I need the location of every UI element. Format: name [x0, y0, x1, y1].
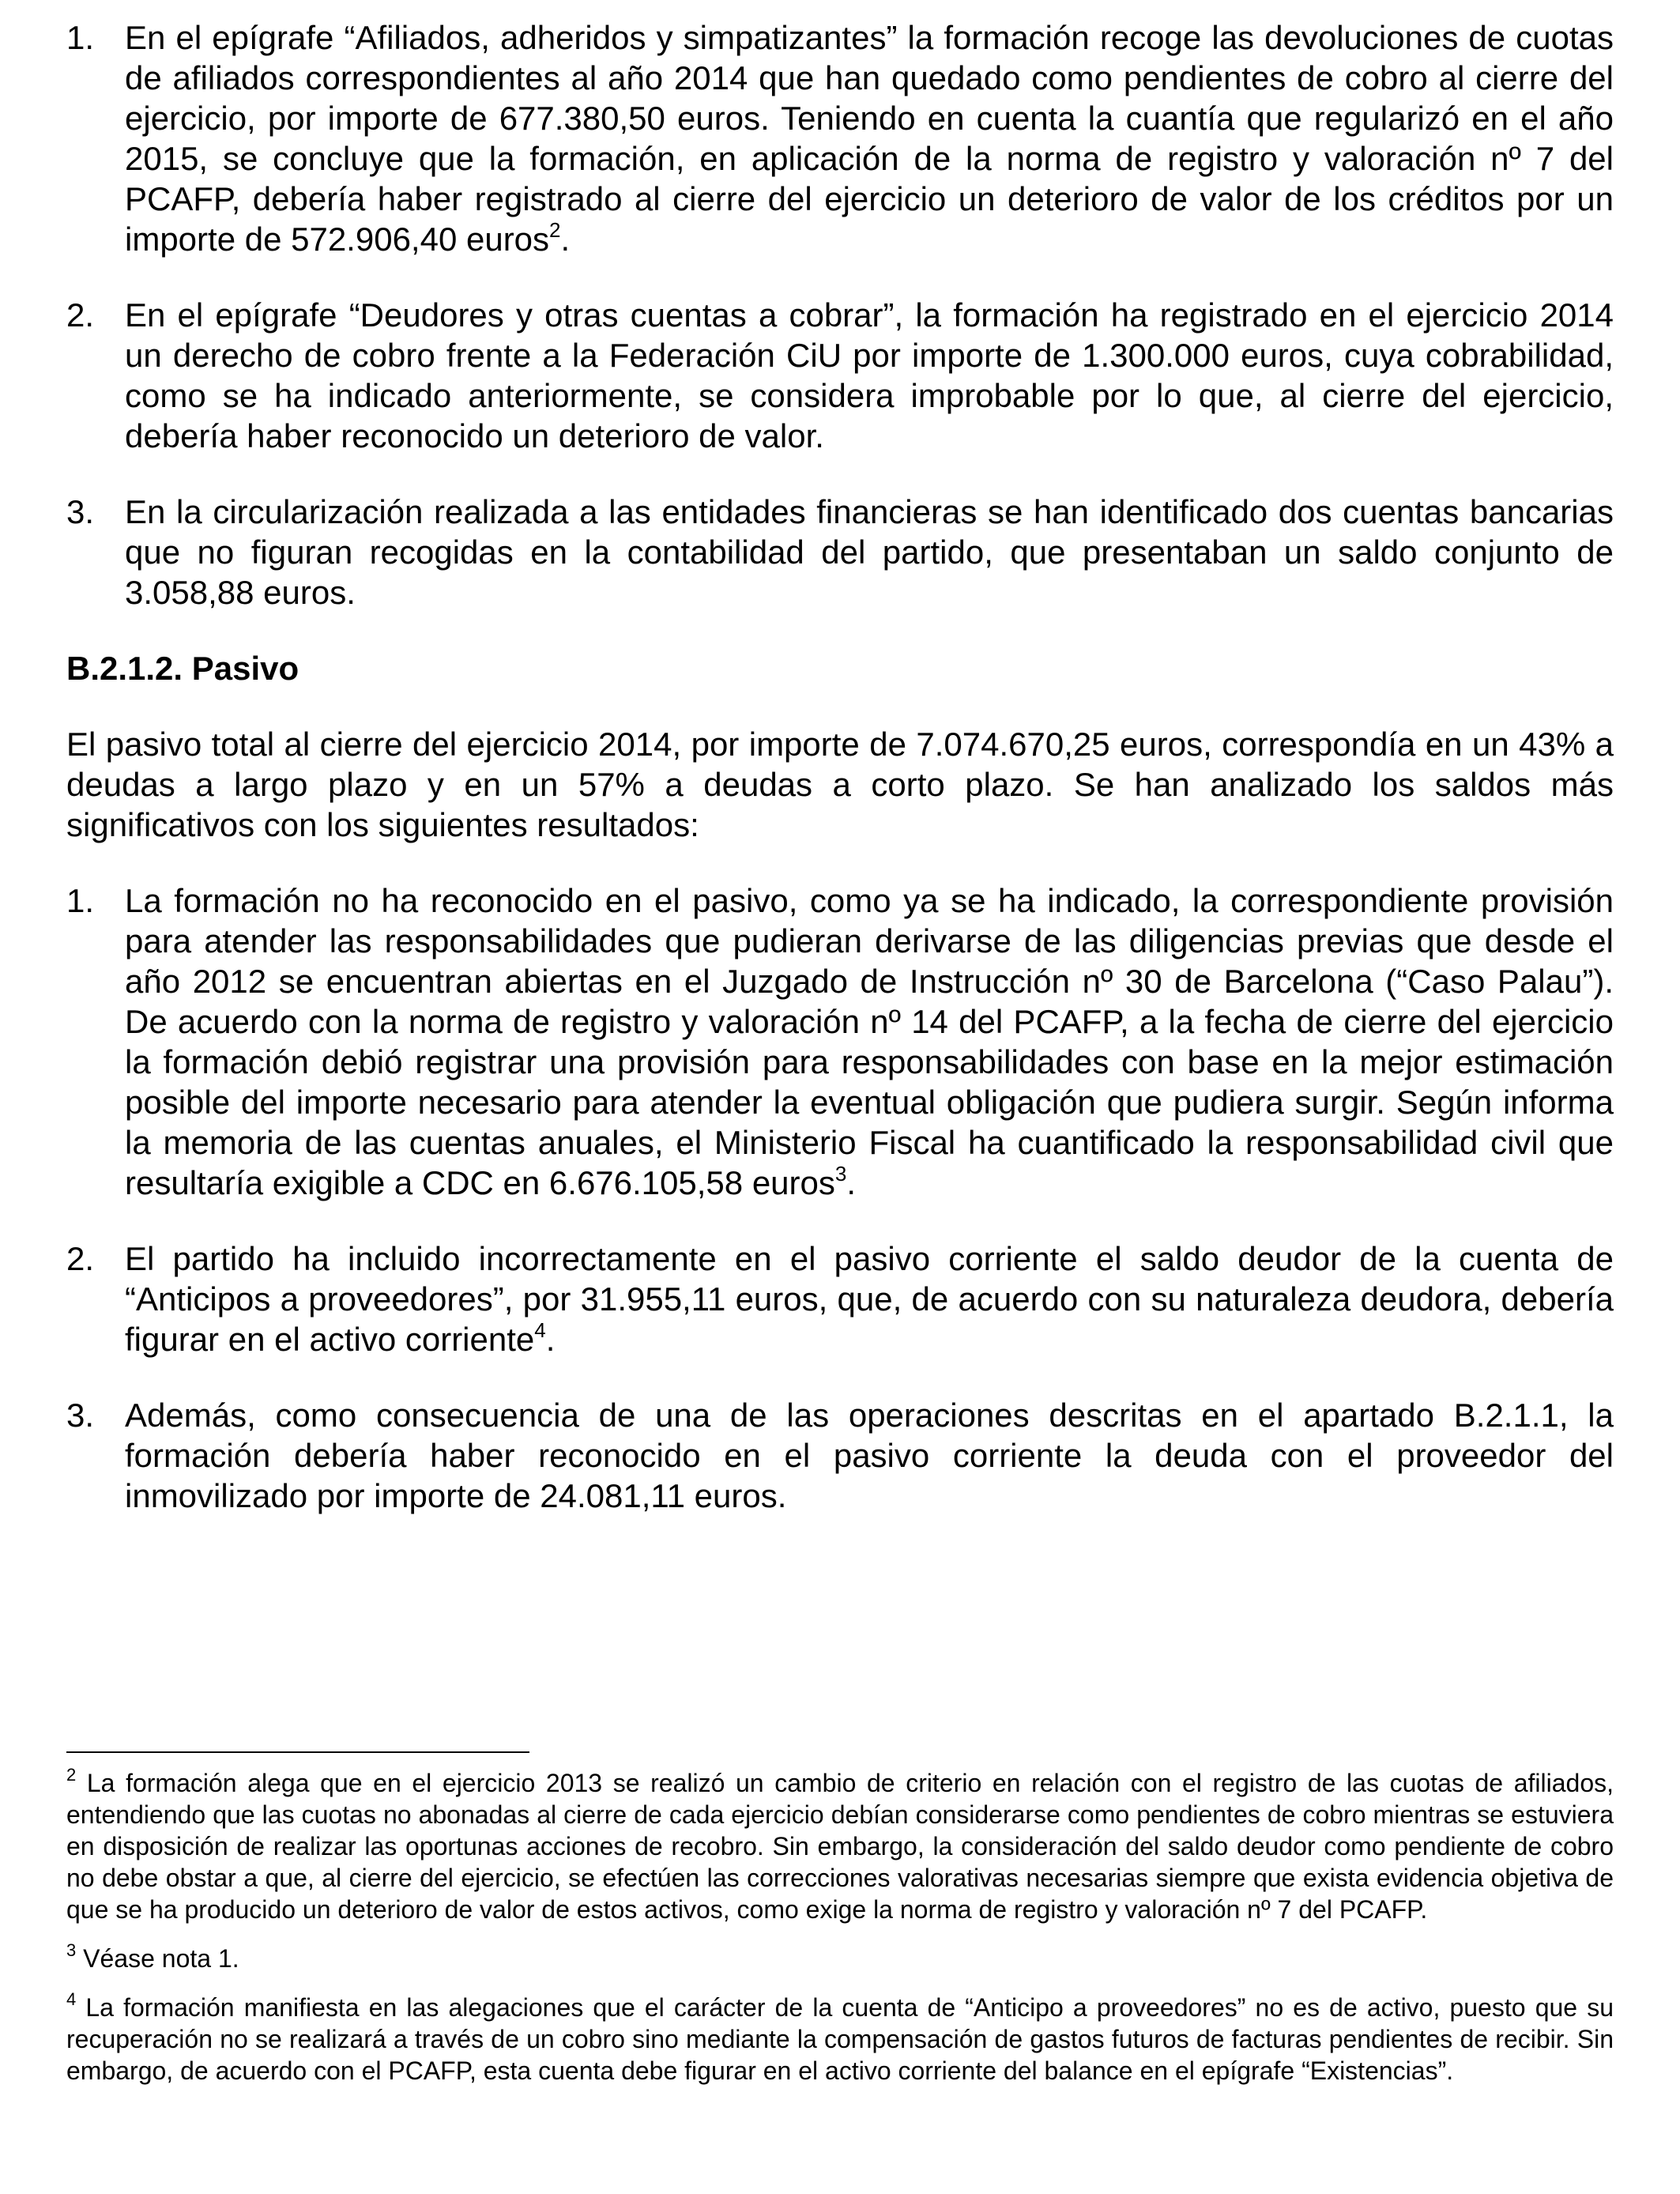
footnote-text: Véase nota 1.	[83, 1944, 239, 1973]
footnote-reference[interactable]: 4	[534, 1318, 546, 1342]
list-item-tail: .	[560, 221, 571, 258]
list-item	[66, 17, 1614, 259]
footnote-separator	[66, 1751, 529, 1753]
list-item-text: Además, como consecuencia de una de las operaciones descritas en el apartado B.2.1.1, la formación debería haber reconocido en el pasivo corriente la deuda con el proveedor del inmovilizado por importe de 24.081,11 euros.	[125, 1397, 1614, 1514]
list-item	[66, 295, 1614, 456]
footnote-text: La formación manifiesta en las alegaciones que el carácter de la cuenta de “Anticipo a proveedores” no es de activo, puesto que su recuperación no se realizará a través de un cobro sino mediante la compensación de gastos futuros de facturas pendientes de recibir. Sin embargo, de acuerdo con el PCAFP, esta cuenta debe figurar en el activo corriente del balance en el epígrafe “Existencias”.	[66, 1993, 1614, 2085]
list-number: 1.	[66, 882, 95, 919]
list-item-text: La formación no ha reconocido en el pasivo, como ya se ha indicado, la correspondiente provisión para atender las responsabilidades que pudieran derivarse de las diligencias previas que desde el año 2012 se encuentran abiertas en el Juzgado de Instrucción nº 30 de Barcelona (“Caso Palau”). De acuerdo con la norma de registro y valoración nº 14 del PCAFP, a la fecha de cierre del ejercicio la formación debió registrar una provisión para responsabilidades con base en la mejor estimación posible del importe necesario para atender la eventual obligación que pudiera surgir. Según informa la memoria de las cuentas anuales, el Ministerio Fiscal ha cuantificado la responsabilidad civil que resultaría exigible a CDC en 6.676.105,58 euros	[125, 882, 1614, 1201]
intro-paragraph: El pasivo total al cierre del ejercicio 2014, por importe de 7.074.670,25 euros, correspondía en un 43% a deudas a largo plazo y en un 57% a deudas a corto plazo. Se han analizado los saldos más significativos con los siguientes resultados:	[66, 726, 1614, 843]
list-item	[66, 880, 1614, 1203]
list-item-text: El partido ha incluido incorrectamente en el pasivo corriente el saldo deudor de la cuenta de “Anticipos a proveedores”, por 31.955,11 euros, que, de acuerdo con su naturaleza deudora, debería figurar en el activo corriente	[125, 1240, 1614, 1358]
footnotes-section	[66, 1751, 1614, 2104]
footnote-reference[interactable]: 3	[834, 1162, 847, 1186]
footnote	[66, 1989, 1614, 2087]
list-number: 2.	[66, 296, 95, 334]
liability-findings-list	[66, 880, 1614, 1516]
list-number: 2.	[66, 1240, 95, 1277]
footnote-number: 4	[66, 1989, 77, 2010]
list-item	[66, 492, 1614, 613]
list-item-tail: .	[846, 1164, 857, 1201]
list-item	[66, 1395, 1614, 1516]
list-number: 3.	[66, 1397, 95, 1434]
list-item-tail: .	[545, 1321, 556, 1358]
list-item-text: En la circularización realizada a las entidades financieras se han identificado dos cuentas bancarias que no figuran recogidas en la contabilidad del partido, que presentaban un saldo conjunto de 3.058,88 euros.	[125, 493, 1614, 611]
list-item-text: En el epígrafe “Afiliados, adheridos y simpatizantes” la formación recoge las devoluciones de cuotas de afiliados correspondientes al año 2014 que han quedado como pendientes de cobro al cierre del ejercicio, por importe de 677.380,50 euros. Teniendo en cuenta la cuantía que regularizó en el año 2015, se concluye que la formación, en aplicación de la norma de registro y valoración nº 7 del PCAFP, debería haber registrado al cierre del ejercicio un deterioro de valor de los créditos por un importe de 572.906,40 euros	[125, 19, 1614, 258]
footnote-number: 3	[66, 1940, 77, 1961]
list-item	[66, 1238, 1614, 1359]
footnote	[66, 1767, 1614, 1925]
asset-findings-list	[66, 17, 1614, 613]
section-heading: B.2.1.2. Pasivo	[66, 650, 299, 687]
footnote-number: 2	[66, 1765, 77, 1785]
list-item-text: En el epígrafe “Deudores y otras cuentas a cobrar”, la formación ha registrado en el ejercicio 2014 un derecho de cobro frente a la Federación CiU por importe de 1.300.000 euros, cuya cobrabilidad, como se ha indicado anteriormente, se considera improbable por lo que, al cierre del ejercicio, debería haber reconocido un deterioro de valor.	[125, 296, 1614, 454]
footnote-text: La formación alega que en el ejercicio 2013 se realizó un cambio de criterio en relación con el registro de las cuotas de afiliados, entendiendo que las cuotas no abonadas al cierre de cada ejercicio debían considerarse como pendientes de cobro mientras se estuviera en disposición de realizar las oportunas acciones de recobro. Sin embargo, la consideración del saldo deudor como pendiente de cobro no debe obstar a que, al cierre del ejercicio, se efectúen las correcciones valorativas necesarias siempre que exista evidencia objetiva de que se ha producido un deterioro de valor de estos activos, como exige la norma de registro y valoración nº 7 del PCAFP.	[66, 1769, 1614, 1924]
footnote	[66, 1940, 1614, 1974]
document-body	[66, 17, 1614, 1551]
list-number: 1.	[66, 19, 95, 56]
list-number: 3.	[66, 493, 95, 530]
footnote-reference[interactable]: 2	[549, 218, 561, 242]
